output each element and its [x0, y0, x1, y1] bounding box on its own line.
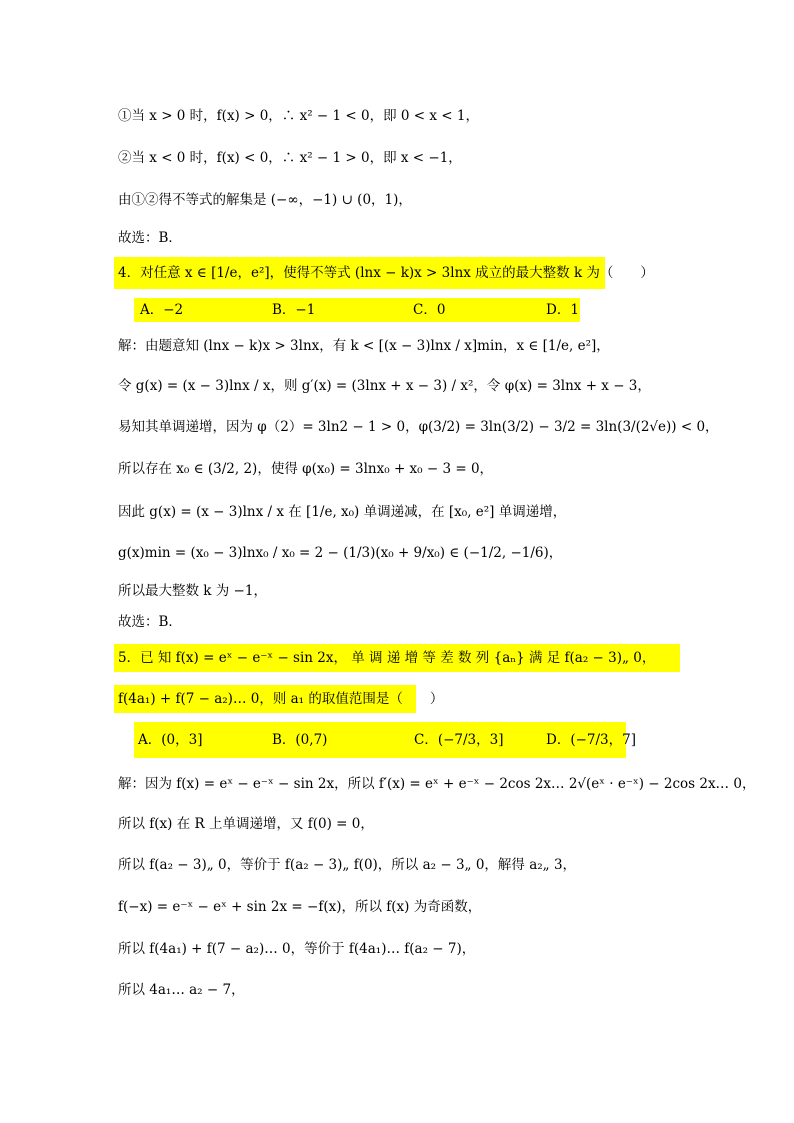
q4-solution-8: 故选：B． [118, 614, 182, 630]
q4-options-highlight [134, 298, 580, 322]
q4-stem: 4．对任意 x ∈ [1/e，e²]，使得不等式 (lnx − k)x > 3lnx 成立的最大整数 k 为（ ） [118, 265, 654, 281]
q5-option-c: C．(−7/3，3] [414, 732, 504, 748]
q4-option-c: C．0 [413, 302, 446, 318]
q4-solution-3: 易知其单调递增，因为 φ（2）= 3ln2 − 1 > 0，φ(3/2) = 3ln(3/2) − 3/2 = 3ln(3/(2√e)) < 0， [118, 419, 719, 435]
q4-option-a: A．−2 [140, 302, 184, 318]
answer-line: 故选：B． [118, 230, 182, 246]
q5-solution-6: 所以 4a₁… a₂ − 7， [118, 982, 245, 998]
q5-stem-line1: 5．已 知 f(x) = eˣ − e⁻ˣ − sin 2x， 单 调 递 增 等 差 数 列 {aₙ} 满 足 f(a₂ − 3)„ 0， [118, 650, 656, 666]
q4-option-d: D．1 [546, 302, 579, 318]
q5-solution-4: f(−x) = e⁻ˣ − eˣ + sin 2x = −f(x)，所以 f(x) 为奇函数， [118, 899, 482, 915]
q5-option-a: A．(0，3] [138, 732, 203, 748]
case-two-line: ②当 x < 0 时，f(x) < 0，∴ x² − 1 > 0，即 x < −1， [118, 150, 462, 166]
solution-set-line: 由①②得不等式的解集是 (−∞，−1) ∪ (0，1)， [118, 192, 412, 208]
q4-solution-4: 所以存在 x₀ ∈ (3/2, 2)，使得 φ(x₀) = 3lnx₀ + x₀ − 3 = 0， [118, 461, 494, 477]
q5-option-d: D．(−7/3，7] [546, 732, 636, 748]
q5-solution-5: 所以 f(4a₁) + f(7 − a₂)… 0，等价于 f(4a₁)… f(a₂ − 7)， [118, 941, 476, 957]
q5-option-b: B．(0,7) [272, 732, 328, 748]
q5-solution-1: 解：因为 f(x) = eˣ − e⁻ˣ − sin 2x，所以 f′(x) = eˣ + e⁻ˣ − 2cos 2x… 2√(eˣ · e⁻ˣ) − 2cos 2x… 0， [118, 776, 756, 792]
q5-solution-2: 所以 f(x) 在 R 上单调递增，又 f(0) = 0， [118, 816, 374, 832]
q4-solution-5: 因此 g(x) = (x − 3)lnx / x 在 [1/e, x₀) 单调递减，在 [x₀, e²] 单调递增， [118, 504, 567, 520]
case-one-line: ①当 x > 0 时，f(x) > 0，∴ x² − 1 < 0，即 0 < x < 1， [118, 108, 479, 124]
q4-solution-2: 令 g(x) = (x − 3)lnx / x，则 g′(x) = (3lnx + x − 3) / x²，令 φ(x) = 3lnx + x − 3， [118, 378, 651, 394]
q5-stem-line2: f(4a₁) + f(7 − a₂)… 0，则 a₁ 的取值范围是（ ） [118, 691, 444, 707]
q5-solution-3: 所以 f(a₂ − 3)„ 0，等价于 f(a₂ − 3)„ f(0)，所以 a₂ − 3„ 0，解得 a₂„ 3， [118, 857, 577, 873]
q4-solution-6: g(x)min = (x₀ − 3)lnx₀ / x₀ = 2 − (1/3)(x₀ + 9/x₀) ∈ (−1/2, −1/6)， [118, 545, 563, 561]
q4-option-b: B．−1 [272, 302, 316, 318]
q4-solution-7: 所以最大整数 k 为 −1， [118, 583, 267, 599]
q4-solution-1: 解：由题意知 (lnx − k)x > 3lnx，有 k < [(x − 3)lnx / x]min，x ∈ [1/e, e²]， [118, 338, 610, 354]
